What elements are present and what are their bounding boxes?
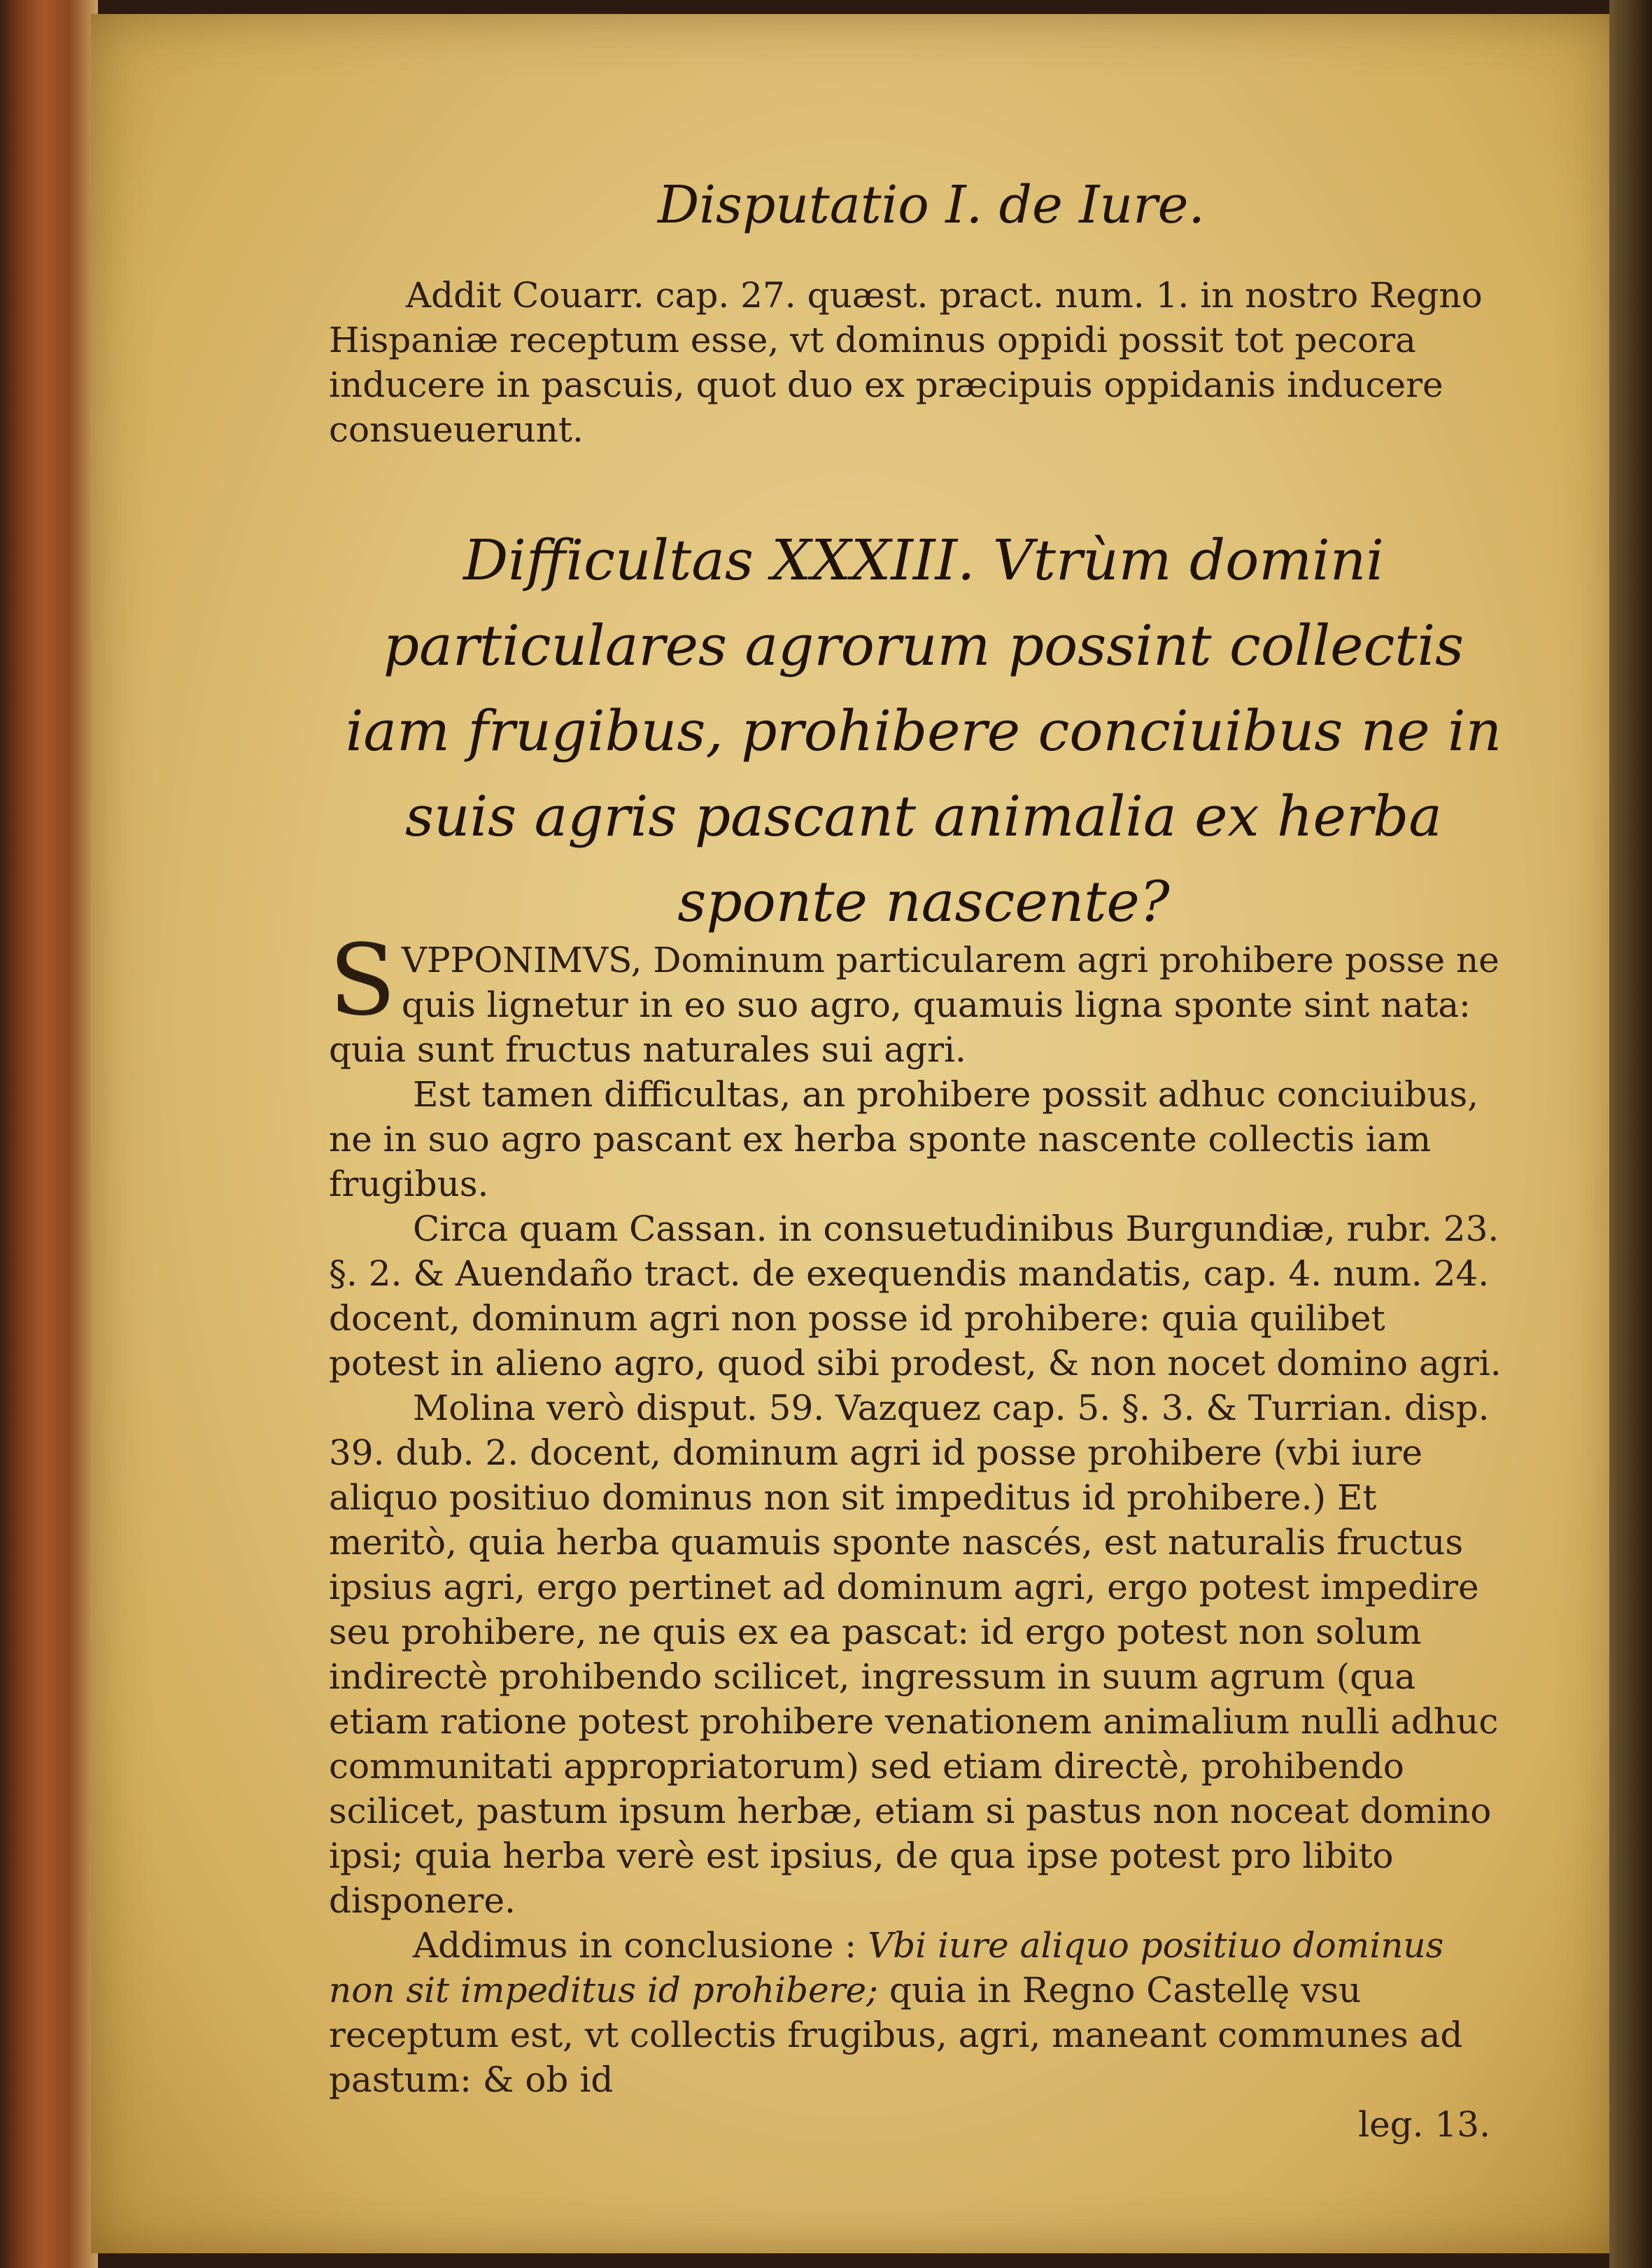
body-text	[329, 924, 1504, 2147]
catchword: leg. 13.	[1358, 2104, 1490, 2145]
paragraph-4: Molina verò disput. 59. Vazquez cap. 5. §. 3. & Turrian. disp. 39. dub. 2. docent, dominum agri id posse prohibere (vbi iure aliquo positiuo dominus non sit impeditus id prohibere.) Et meritò, quia herba quamuis sponte nascés, est naturalis fructus ipsius agri, ergo pertinet ad dominum agri, ergo potest impedire seu prohibere, ne quis ex ea pascat: id ergo potest non solum indirectè prohibendo scilicet, ingressum in suum agrum (qua etiam ratione potest prohibere venationem animalium nulli adhuc communitati appropriatorum) sed etiam directè, prohibendo scilicet, pastum ipsum herbæ, etiam si pastus non noceat domino ipsi; quia herba verè est ipsius, de qua ipse potest pro libito disponere.	[329, 1388, 1499, 1921]
difficulty-title: Difficultas XXXIII. Vtrùm domini particulares agrorum possint collectis iam frugibus, prohibere conciuibus ne in suis agris pascant animalia ex herba sponte nascente?	[345, 528, 1502, 934]
opening-paragraph: Addit Couarr. cap. 27. quæst. pract. num. 1. in nostro Regno Hispaniæ receptum esse, vt dominus oppidi possit tot pecora inducere in pascuis, quot duo ex præcipuis oppidanis inducere consueuerunt.	[329, 275, 1483, 450]
running-head: Disputatio I. de Iure.	[658, 175, 1205, 235]
book-edge	[0, 0, 98, 2268]
dropcap: S	[329, 924, 396, 1038]
page-right-edge	[1609, 0, 1652, 2268]
paragraph-1: SVPPONIMVS, Dominum particularem agri prohibere posse ne quis lignetur in eo suo agro, quamuis ligna sponte sint nata: quia sunt fructus naturales sui agri.	[329, 924, 1499, 1070]
paragraph-2: Est tamen difficultas, an prohibere possit adhuc conciuibus, ne in suo agro pascant ex herba sponte nascente collectis iam frugibus.	[329, 1074, 1479, 1204]
paragraph-3: Circa quam Cassan. in consuetudinibus Burgundiæ, rubr. 23. §. 2. & Auendaño tract. de exequendis mandatis, cap. 4. num. 24. docent, dominum agri non posse id prohibere: quia quilibet potest in alieno agro, quod sibi prodest, & non nocet domino agri.	[329, 1209, 1502, 1383]
paragraph-5: Addimus in conclusione : Vbi iure aliquo positiuo dominus non sit impeditus id prohibere; quia in Regno Castellę vsu receptum est, vt collectis frugibus, agri, maneant communes ad pastum: & ob id	[329, 1925, 1463, 2100]
